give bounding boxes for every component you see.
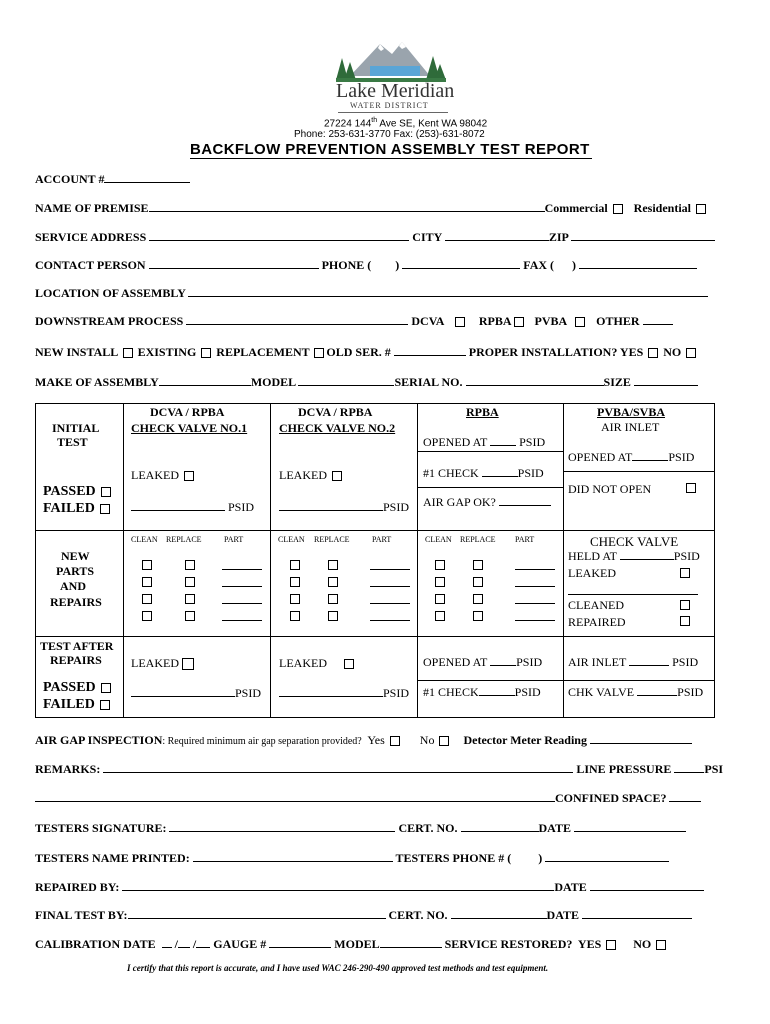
name-row: TESTERS NAME PRINTED: TESTERS PHONE # ( ) [35,851,669,866]
col2-psid2: PSID [279,686,409,701]
rpba-line2 [417,487,563,488]
after-line [417,680,714,681]
location-row: LOCATION OF ASSEMBLY [35,286,708,301]
col2-head2: CHECK VALVE NO.2 [279,421,396,435]
passed-1-checkbox[interactable] [101,487,111,497]
grid-row1 [35,530,715,531]
contact-row: CONTACT PERSON PHONE ( ) FAX ( ) [35,258,697,273]
repaired-checkbox[interactable] [680,616,690,626]
line-pressure-field[interactable] [674,762,704,773]
logo-sub: WATER DISTRICT [350,101,429,110]
col4-head2: AIR INLET [601,420,660,434]
replace-checkbox[interactable] [328,611,338,621]
chk-valve: CHK VALVE PSID [568,685,704,699]
air-gap-row: AIR GAP INSPECTION: Required minimum air gap separation provided? Yes No Detector Meter Reading [35,733,692,748]
parts-label: PARTS [56,564,95,578]
passed-1: PASSED [43,484,113,500]
replace-checkbox[interactable] [473,611,483,621]
replace-checkbox[interactable] [473,577,483,587]
service-address-field[interactable] [149,230,409,241]
phone-field[interactable] [402,258,520,269]
grid-col2 [270,403,271,718]
grid-col4 [563,403,564,718]
replace-checkbox[interactable] [185,594,195,604]
gauge-field[interactable] [269,937,331,948]
col2-part-head: PART [372,535,392,544]
col1-clean-head: CLEAN [131,535,158,544]
failed-2-checkbox[interactable] [100,700,110,710]
downstream-field[interactable] [186,314,408,325]
make-row: MAKE OF ASSEMBLY MODEL SERIAL NO. SIZE [35,375,698,390]
replace-checkbox[interactable] [473,560,483,570]
detector-field[interactable] [590,733,692,744]
proper-no-checkbox[interactable] [686,348,696,358]
did-not-open-checkbox[interactable] [686,483,696,493]
other-field[interactable] [643,314,673,325]
cal-model-field[interactable] [380,937,442,948]
cleaned-label: CLEANED [568,598,624,612]
pvba-checkbox[interactable] [575,317,585,327]
part-line[interactable] [222,569,262,570]
col2-replace-head: REPLACE [314,535,350,544]
contact-field[interactable] [149,258,319,269]
clean-checkbox[interactable] [290,594,300,604]
rpba-check1-2: #1 CHECK PSID [423,685,541,699]
col2-leaked: LEAKED [279,468,344,483]
repaired-by-field[interactable] [122,880,554,891]
clean-checkbox[interactable] [290,611,300,621]
replace-checkbox[interactable] [185,577,195,587]
calibration-row: CALIBRATION DATE / / GAUGE # MODEL SERVICE RESTORED? YES NO [35,937,668,952]
passed-2-checkbox[interactable] [101,683,111,693]
held-at: HELD AT PSID [568,549,700,563]
part-line[interactable] [222,603,262,604]
air-gap-yes-checkbox[interactable] [390,736,400,746]
pvba-leaked-checkbox[interactable] [680,568,690,578]
mountain-logo-icon [330,36,450,82]
location-field[interactable] [188,286,708,297]
col1-head2: CHECK VALVE NO.1 [131,421,248,435]
col2-head1: DCVA / RPBA [298,405,373,419]
clean-checkbox[interactable] [435,577,445,587]
old-serial-field[interactable] [394,345,466,356]
restored-yes-checkbox[interactable] [606,940,616,950]
repaired-date-field[interactable] [590,880,704,891]
grid-right [714,403,715,718]
existing-checkbox[interactable] [201,348,211,358]
final-test-field[interactable] [128,908,386,919]
service-row: SERVICE ADDRESS CITY ZIP [35,230,715,245]
new-install-checkbox[interactable] [123,348,133,358]
remarks-line2[interactable] [35,791,555,802]
col1-leaked2: LEAKED [131,656,194,671]
air-inlet2: AIR INLET PSID [568,655,699,669]
part-line[interactable] [370,603,410,604]
remarks-field[interactable] [103,762,573,773]
size-field[interactable] [634,375,698,386]
replace-checkbox[interactable] [185,611,195,621]
logo-underline [338,112,448,113]
col3-part-head: PART [515,535,535,544]
replace-checkbox[interactable] [185,560,195,570]
premise-field[interactable] [149,201,545,212]
make-field[interactable] [159,375,251,386]
col4-head1: PVBA/SVBA [597,405,666,419]
part-line[interactable] [370,620,410,621]
col1-head1: DCVA / RPBA [150,405,225,419]
pvba-line1 [563,471,715,472]
serial-field[interactable] [466,375,604,386]
restored-no-checkbox[interactable] [656,940,666,950]
rpba-opened2: OPENED AT PSID [423,655,543,669]
clean-checkbox[interactable] [290,577,300,587]
and-label: AND [60,579,86,593]
part-line[interactable] [515,586,555,587]
cert-field[interactable] [461,821,539,832]
date-field[interactable] [574,821,686,832]
final-test-row: FINAL TEST BY: CERT. NO. DATE [35,908,692,923]
clean-checkbox[interactable] [142,560,152,570]
signature-row: TESTERS SIGNATURE: CERT. NO. DATE [35,821,686,836]
grid-top [35,403,715,404]
air-gap-no-checkbox[interactable] [439,736,449,746]
title-underline [190,158,592,159]
clean-checkbox[interactable] [290,560,300,570]
final-date-field[interactable] [582,908,692,919]
failed-1: FAILED [43,501,112,517]
proper-yes-checkbox[interactable] [648,348,658,358]
logo-name: Lake Meridian [336,80,455,102]
clean-checkbox[interactable] [435,560,445,570]
logo [330,36,450,82]
account-row: ACCOUNT # [35,172,190,187]
phone-line: Phone: 253-631-3770 Fax: (253)-631-8072 [294,129,485,140]
did-not-open: DID NOT OPEN [568,482,652,496]
test-after-label: TEST AFTER [40,639,114,653]
replace-checkbox[interactable] [328,577,338,587]
install-row: NEW INSTALL EXISTING REPLACEMENT OLD SER. # PROPER INSTALLATION? YES NO [35,345,698,360]
final-cert-field[interactable] [451,908,547,919]
residential-checkbox[interactable] [696,204,706,214]
rpba-opened: OPENED AT PSID [423,435,546,449]
replace-checkbox[interactable] [473,594,483,604]
signature-field[interactable] [169,821,395,832]
grid-bottom [35,717,715,718]
col3-head: RPBA [466,405,499,419]
col3-clean-head: CLEAN [425,535,452,544]
city-field[interactable] [445,230,549,241]
clean-checkbox[interactable] [142,611,152,621]
col2-clean-head: CLEAN [278,535,305,544]
col3-replace-head: REPLACE [460,535,496,544]
confined-field[interactable] [669,791,701,802]
confined-row: CONFINED SPACE? [35,791,701,806]
cleaned-checkbox[interactable] [680,600,690,610]
new-label: NEW [61,549,90,563]
repairs-label: REPAIRS [50,595,102,609]
part-line[interactable] [370,586,410,587]
col2-leaked2-checkbox[interactable] [344,659,354,669]
pvba-blank-line [568,594,698,595]
repaired-by-row: REPAIRED BY: DATE [35,880,704,895]
col1-leaked-checkbox[interactable] [184,471,194,481]
certification-statement: I certify that this report is accurate, and I have used WAC 246-290-490 approved test methods and test equipment. [127,963,549,973]
part-line[interactable] [370,569,410,570]
grid-row2 [35,636,715,637]
rpba-line1 [417,451,563,452]
col2-leaked2: LEAKED [279,656,356,671]
failed-2: FAILED [43,697,112,713]
dcva-checkbox[interactable] [455,317,465,327]
clean-checkbox[interactable] [142,577,152,587]
part-line[interactable] [222,586,262,587]
pvba-opened: OPENED AT PSID [568,450,695,464]
col1-psid: PSID [131,500,254,515]
model-field[interactable] [298,375,394,386]
part-line[interactable] [515,569,555,570]
repaired-label: REPAIRED [568,615,626,629]
address: 27224 144th Ave SE, Kent WA 98042 [324,117,488,130]
air-gap-ok: AIR GAP OK? [423,495,551,510]
account-field[interactable] [104,172,190,183]
zip-field[interactable] [571,230,715,241]
initial-label: INITIAL [52,421,100,435]
col2-psid: PSID [279,500,409,515]
part-line[interactable] [515,603,555,604]
downstream-row: DOWNSTREAM PROCESS DCVA RPBA PVBA OTHER [35,314,673,329]
col2-leaked-checkbox[interactable] [332,471,342,481]
commercial-checkbox[interactable] [613,204,623,214]
col1-part-head: PART [224,535,244,544]
tester-name-field[interactable] [193,851,393,862]
part-line[interactable] [222,620,262,621]
col1-replace-head: REPLACE [166,535,202,544]
replace-checkbox[interactable] [328,594,338,604]
col1-leaked: LEAKED [131,468,196,483]
fax-field[interactable] [579,258,697,269]
check-valve-label: CHECK VALVE [590,534,679,549]
clean-checkbox[interactable] [142,594,152,604]
remarks-row: REMARKS: LINE PRESSURE PSI [35,762,724,776]
clean-checkbox[interactable] [435,611,445,621]
replace-checkbox[interactable] [328,560,338,570]
replacement-checkbox[interactable] [314,348,324,358]
grid-col1 [123,403,124,718]
test-label: TEST [57,435,88,449]
rpba-check1: #1 CHECK PSID [423,466,544,480]
grid-left [35,403,36,718]
failed-1-checkbox[interactable] [100,504,110,514]
premise-row: NAME OF PREMISE Commercial Residential [35,201,708,216]
part-line[interactable] [515,620,555,621]
repairs2-label: REPAIRS [50,653,102,667]
rpba-checkbox[interactable] [514,317,524,327]
clean-checkbox[interactable] [435,594,445,604]
col1-psid2: PSID [131,686,261,701]
col1-leaked2-checkbox[interactable] [182,658,194,670]
tester-phone-field[interactable] [545,851,669,862]
page-title: BACKFLOW PREVENTION ASSEMBLY TEST REPORT [190,141,590,158]
passed-2: PASSED [43,680,113,696]
pvba-leaked: LEAKED [568,566,616,580]
